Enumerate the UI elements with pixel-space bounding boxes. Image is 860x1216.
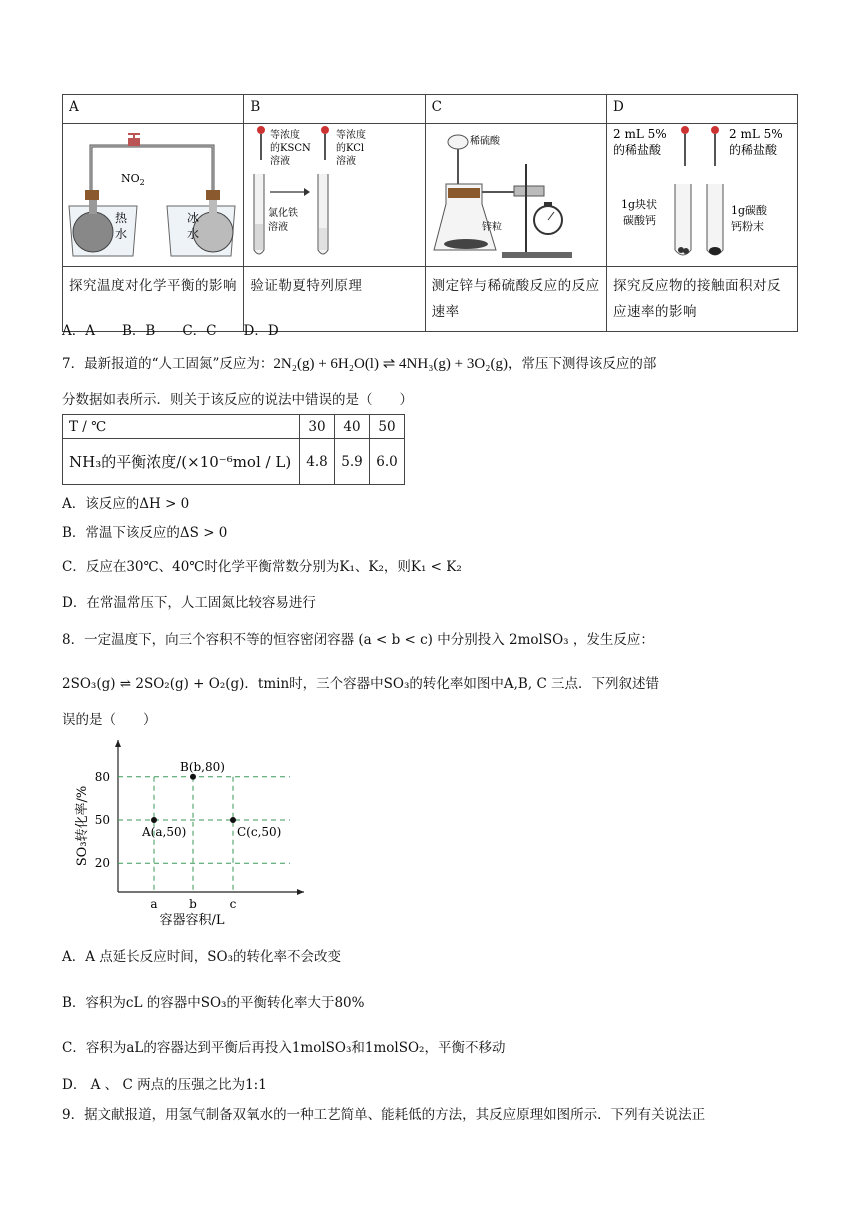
q8-option-a: A．A 点延长反应时间，SO₃的转化率不会改变 — [62, 949, 342, 965]
svg-text:碳酸钙: 碳酸钙 — [623, 214, 656, 227]
no2-label: $NO_2$ — [121, 172, 145, 187]
x-axis-label: 容器容积/L — [159, 913, 225, 928]
svg-text:等浓度: 等浓度 — [336, 130, 367, 141]
q7-stem-line2: 分数据如表所示．则关于该反应的说法中错误的是（ ） — [62, 392, 413, 408]
svg-text:溶液: 溶液 — [336, 156, 357, 167]
svg-text:2 mL 5%: 2 mL 5% — [729, 127, 783, 141]
caption-c: 测定锌与稀硫酸反应的反应速率 — [425, 267, 606, 332]
q7-option-c: C．反应在30℃、40℃时化学平衡常数分别为K₁、K₂，则K₁ < K₂ — [62, 559, 462, 575]
svg-text:溶液: 溶液 — [268, 222, 289, 233]
so3-conversion-chart — [62, 730, 322, 935]
q8-stem-line2: 2SO₃(g) ⇌ 2SO₂(g) + O₂(g)．tmin时，三个容器中SO₃的转化率如图中A,B, C 三点．下列叙述错 — [62, 676, 660, 692]
q8-stem-line1: 8．一定温度下，向三个容积不等的恒容密闭容器 (a < b < c) 中分别投入 2molSO₃ ，发生反应： — [62, 632, 654, 648]
data-point — [230, 817, 236, 823]
data-point — [190, 774, 196, 780]
hot-water-label: 热 — [115, 211, 128, 225]
svg-text:的KSCN: 的KSCN — [270, 143, 312, 154]
svg-text:1g碳酸: 1g碳酸 — [731, 204, 768, 217]
svg-text:钙粉末: 钙粉末 — [731, 220, 764, 233]
apparatus-a — [63, 124, 244, 267]
svg-text:水: 水 — [187, 227, 200, 241]
caption-d: 探究反应物的接触面积对反应速率的影响 — [607, 267, 798, 332]
q6-options: A．A B．B C．C D．D — [62, 323, 279, 339]
ice-water-label: 冰 — [187, 211, 200, 225]
apparatus-b — [244, 124, 425, 267]
x-tick-label: a — [150, 897, 158, 911]
y-tick-label: 50 — [94, 813, 110, 827]
apparatus-c — [425, 124, 606, 267]
y-tick-label: 80 — [94, 769, 110, 784]
data-point — [151, 817, 157, 823]
svg-text:溶液: 溶液 — [270, 156, 291, 167]
q7-option-d: D．在常温常压下，人工固氮比较容易进行 — [62, 595, 316, 611]
caption-a: 探究温度对化学平衡的影响 — [63, 267, 244, 332]
svg-text:的KCl: 的KCl — [336, 143, 365, 154]
svg-text:水: 水 — [115, 227, 128, 241]
svg-text:2 mL 5%: 2 mL 5% — [613, 127, 667, 141]
y-axis-label: SO₃转化率/% — [75, 785, 90, 867]
apparatus-d — [607, 124, 798, 267]
svg-text:的稀盐酸: 的稀盐酸 — [613, 143, 662, 157]
point-label: C(c,50) — [237, 825, 282, 839]
q7-option-b: B．常温下该反应的ΔS > 0 — [62, 525, 228, 541]
svg-text:等浓度: 等浓度 — [270, 130, 301, 141]
test-tube-illustration — [244, 124, 424, 262]
header-b: B — [244, 95, 425, 124]
q8-option-d: D． A 、 C 两点的压强之比为1:1 — [62, 1077, 267, 1093]
q8-option-b: B．容积为cL 的容器中SO₃的平衡转化率大于80% — [62, 995, 365, 1011]
calcium-carbonate-tubes — [607, 124, 797, 262]
svg-text:的稀盐酸: 的稀盐酸 — [729, 143, 778, 157]
x-tick-label: b — [189, 897, 197, 911]
y-axis-arrow — [115, 740, 121, 747]
x-axis-arrow — [297, 889, 304, 895]
q8-stem-line3: 误的是（ ） — [62, 712, 157, 728]
nh3-data-table: T / ℃ 30 40 50 NH₃的平衡浓度/(×10⁻⁶mol / L) 4.8 5.9 6.0 — [62, 414, 405, 485]
fecl3-label: 氯化铁 — [268, 208, 299, 219]
q8-option-c: C．容积为aL的容器达到平衡后再投入1molSO₃和1molSO₂，平衡不移动 — [62, 1040, 506, 1056]
y-tick-label: 20 — [94, 856, 110, 871]
experiment-table — [62, 94, 798, 332]
q9-stem-line1: 9．据文献报道，用氢气制备双氧水的一种工艺简单、能耗低的方法，其反应原理如图所示．下列有关说法正 — [62, 1107, 706, 1123]
x-tick-label: c — [229, 897, 237, 911]
header-d: D — [607, 95, 798, 124]
acid-label: 稀硫酸 — [469, 136, 500, 147]
svg-text:1g块状: 1g块状 — [621, 198, 658, 211]
zinc-label: 锌粒 — [481, 222, 502, 233]
header-c: C — [425, 95, 606, 124]
header-a: A — [63, 95, 244, 124]
point-label: B(b,80) — [180, 759, 225, 774]
caption-b: 验证勒夏特列原理 — [244, 267, 425, 332]
q7-stem-line1: 7．最新报道的“人工固氮”反应为：2N₂(g) + 6H₂O(l) ⇌ 4NH₃(g) + 3O₂(g)，常压下测得该反应的部 — [62, 356, 657, 372]
point-label: A(a,50) — [142, 825, 187, 839]
zinc-acid-setup — [426, 124, 606, 262]
no2-flasks-illustration — [63, 124, 243, 262]
q7-option-a: A．该反应的ΔH > 0 — [62, 496, 190, 512]
